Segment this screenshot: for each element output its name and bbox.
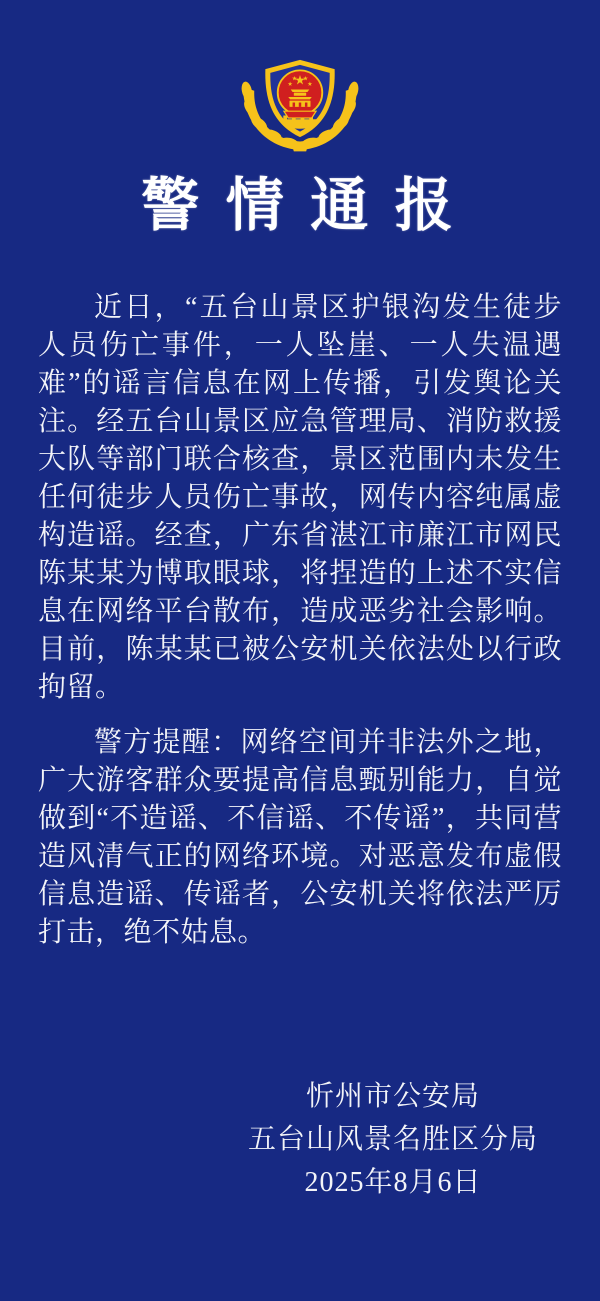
signature-date: 2025年8月6日 [304,1166,482,1198]
emblem-container [0,52,600,158]
police-badge-icon [232,52,368,158]
notice-body [38,289,562,952]
notice-title: 警 情 通 报 [141,173,459,238]
signature-agency-line2: 五台山风景名胜区分局 [247,1123,538,1155]
signature-agency-line1: 忻州市公安局 [305,1080,480,1112]
notice-paragraph-1: 近日，“五台山景区护银沟发生徒步人员伤亡事件，一人坠崖、一人失温遇难”的谣言信息在网上传播，引发舆论关注。经五台山景区应急管理局、消防救援大队等部门联合核查，景区范围内未发生任何徒步人员伤亡事故，网传内容纯属虚构造谣。经查，广东省湛江市廉江市网民陈某某为博取眼球，将捏造的上述不实信息在网络平台散布，造成恶劣社会影响。目前，陈某某已被公安机关依法处以行政拘留。 [38,291,562,703]
notice-paragraph-2: 警方提醒：网络空间并非法外之地，广大游客群众要提高信息甄别能力，自觉做到“不造谣、不信谣、不传谣”，共同营造风清气正的网络环境。对恶意发布虚假信息造谣、传谣者，公安机关将依法严厉打击，绝不姑息。 [38,726,562,948]
signature-block [248,1075,538,1204]
